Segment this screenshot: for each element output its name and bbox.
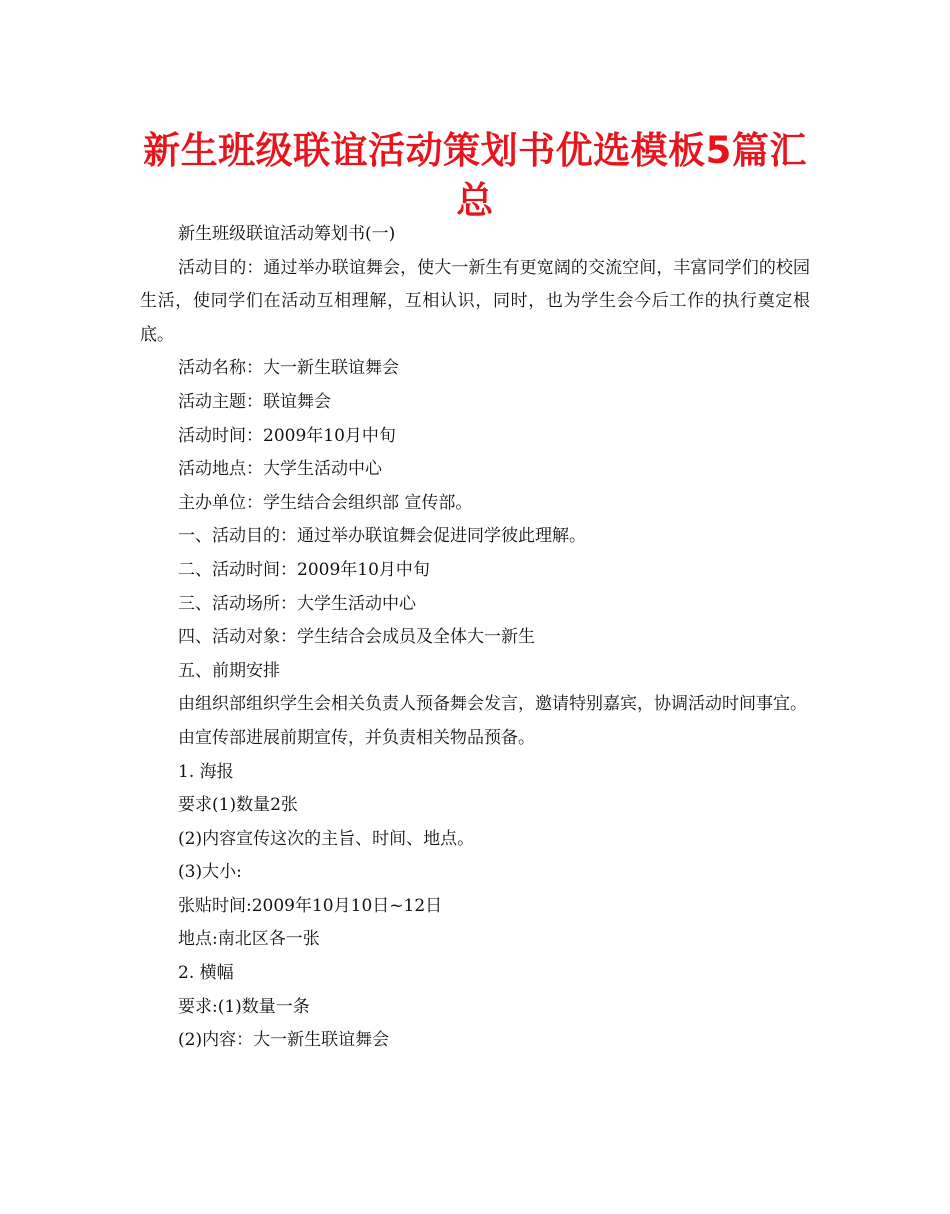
paragraph: 2. 横幅 xyxy=(178,963,234,984)
paragraph: 三、活动场所：大学生活动中心 xyxy=(178,593,416,614)
paragraph: 活动名称：大一新生联谊舞会 xyxy=(178,358,399,379)
paragraph: 要求(1)数量2张 xyxy=(178,795,298,816)
paragraph: (3)大小: xyxy=(178,862,242,883)
paragraph: 四、活动对象：学生结合会成员及全体大一新生 xyxy=(178,627,535,648)
paragraph: 活动地点：大学生活动中心 xyxy=(178,459,382,480)
paragraph: 活动主题：联谊舞会 xyxy=(178,391,331,412)
document-title: 新生班级联谊活动策划书优选模板5篇汇总 xyxy=(143,129,807,222)
paragraph: 二、活动时间：2009年10月中旬 xyxy=(178,559,430,580)
paragraph: 地点:南北区各一张 xyxy=(178,929,320,950)
paragraph: 主办单位：学生结合会组织部 宣传部。 xyxy=(178,492,473,513)
document-body xyxy=(140,218,810,1058)
paragraph: 五、前期安排 xyxy=(178,660,280,681)
paragraph: 要求:(1)数量一条 xyxy=(178,996,310,1017)
paragraph: 由宣传部进展前期宣传，并负责相关物品预备。 xyxy=(178,727,535,748)
paragraph: 一、活动目的：通过举办联谊舞会促进同学彼此理解。 xyxy=(178,526,586,547)
paragraph: 张贴时间:2009年10月10日~12日 xyxy=(178,895,443,916)
paragraph: 活动时间：2009年10月中旬 xyxy=(178,425,396,446)
paragraph: 1. 海报 xyxy=(178,761,234,782)
paragraph: 新生班级联谊活动筹划书(一) xyxy=(178,224,396,244)
paragraph: 由组织部组织学生会相关负责人预备舞会发言，邀请特别嘉宾，协调活动时间事宜。 xyxy=(178,694,807,715)
paragraph: (2)内容宣传这次的主旨、时间、地点。 xyxy=(178,828,475,849)
paragraph: 活动目的：通过举办联谊舞会，使大一新生有更宽阔的交流空间，丰富同学们的校园生活，使同学们在活动互相理解，互相认识，同时，也为学生会今后工作的执行奠定根底。 xyxy=(140,257,810,345)
paragraph: (2)内容：大一新生联谊舞会 xyxy=(178,1030,390,1051)
